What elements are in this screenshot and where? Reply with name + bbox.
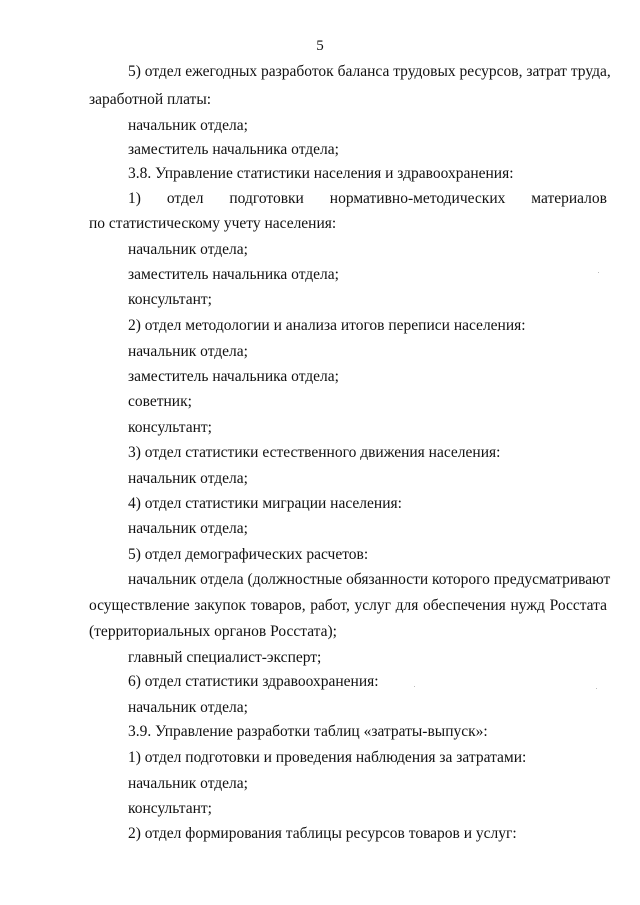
- page-number: 5: [316, 38, 324, 54]
- text-line: советник;: [128, 393, 192, 410]
- text-line: 5) отдел ежегодных разработок баланса трудовых ресурсов, затрат труда,: [128, 63, 611, 80]
- text-line: начальник отдела;: [128, 520, 248, 537]
- text-line: 2) отдел формирования таблицы ресурсов товаров и услуг:: [128, 825, 517, 842]
- scan-speck: [598, 272, 599, 273]
- text-line: начальник отдела;: [128, 699, 248, 716]
- text-line: начальник отдела;: [128, 343, 248, 360]
- text-line: начальник отдела (должностные обязанности которого предусматривают: [128, 571, 611, 588]
- text-line: 3) отдел статистики естественного движения населения:: [128, 444, 501, 461]
- text-line: 5) отдел демографических расчетов:: [128, 546, 369, 563]
- text-line: начальник отдела;: [128, 241, 248, 258]
- text-line: консультант;: [128, 291, 212, 308]
- section-heading: 3.8. Управление статистики населения и здравоохранения:: [128, 165, 514, 182]
- text-line: (территориальных органов Росстата);: [89, 623, 337, 640]
- text-line: консультант;: [128, 419, 212, 436]
- section-heading: 3.9. Управление разработки таблиц «затраты-выпуск»:: [128, 723, 488, 740]
- text-line: 4) отдел статистики миграции населения:: [128, 495, 402, 512]
- scan-speck: [414, 686, 415, 687]
- text-line: начальник отдела;: [128, 470, 248, 487]
- text-line: 2) отдел методологии и анализа итогов переписи населения:: [128, 317, 526, 334]
- text-line: 1) отдел подготовки нормативно-методических материалов: [128, 190, 607, 207]
- text-line: осуществление закупок товаров, работ, услуг для обеспечения нужд Росстата: [89, 597, 607, 614]
- text-line: по статистическому учету населения:: [89, 215, 337, 232]
- text-line: начальник отдела;: [128, 775, 248, 792]
- text-line: начальник отдела;: [128, 117, 248, 134]
- text-line: главный специалист-эксперт;: [128, 649, 322, 666]
- text-line: 6) отдел статистики здравоохранения:: [128, 673, 379, 690]
- text-line: заместитель начальника отдела;: [128, 141, 339, 158]
- text-line: консультант;: [128, 800, 212, 817]
- scan-speck: [596, 688, 597, 689]
- text-line: 1) отдел подготовки и проведения наблюдения за затратами:: [128, 749, 527, 766]
- text-line: заработной платы:: [89, 91, 212, 108]
- text-line: заместитель начальника отдела;: [128, 266, 339, 283]
- text-line: заместитель начальника отдела;: [128, 368, 339, 385]
